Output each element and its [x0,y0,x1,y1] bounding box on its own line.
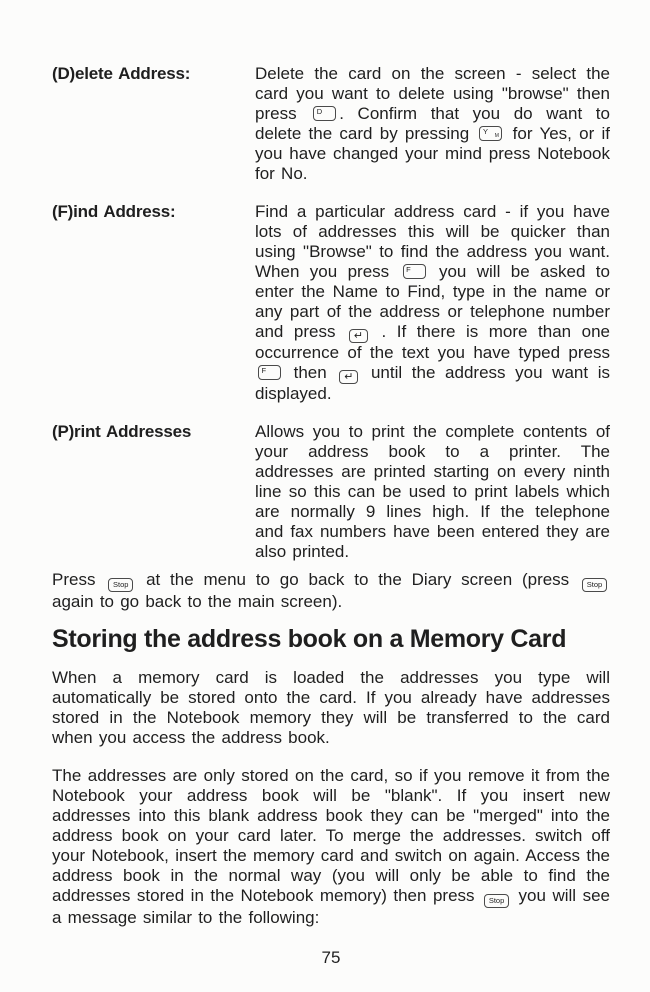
stop-key-note-paragraph: Press Stop at the menu to go back to the Diary screen (press Stop again to go back to the main screen). [52,570,610,612]
enter-key-icon: ↵ [349,329,368,343]
section-heading: Storing the address book on a Memory Card [52,625,567,653]
y-key-icon: Y M [479,126,502,141]
definition-row-print-addresses [52,422,610,562]
d-key-icon: D [313,106,336,121]
definition-term: (F)ind Address: [52,202,176,221]
stop-key-icon: Stop [484,894,509,908]
definition-description: Find a particular address card - if you have lots of addresses this will be quicker than using "Browse" to find the address you want. When you press F you will be asked to enter the Name to Find, type in the name or any part of the address or telephone number and press ↵ . If there is more than one occurrence of the text you have typed press F then ↵ until the address you want is displayed. [255,202,610,403]
stop-key-icon: Stop [108,578,133,592]
definition-description: Delete the card on the screen - select the card you want to delete using "browse" then press D . Confirm that you do want to delete the card by pressing Y M for Yes, or if you have changed your mind press Notebook for No. [255,64,610,183]
page-number: 75 [321,948,341,967]
enter-key-icon: ↵ [339,370,358,384]
definition-row-delete-address [52,64,610,184]
f-key-icon: F [403,264,426,279]
definition-description: Allows you to print the complete contents of your address book to a printer. The addresses are printed starting on every ninth line so this can be used to print labels which are normally 9 lines high. If the telephone and fax numbers have been entered they are also printed. [255,422,610,561]
definition-term: (P)rint Addresses [52,422,192,441]
definition-term: (D)elete Address: [52,64,191,83]
f-key-icon: F [258,365,281,380]
stop-key-icon: Stop [582,578,607,592]
memory-card-paragraph-1: When a memory card is loaded the addresses you type will automatically be stored onto the card. If you already have addresses stored in the Notebook memory they will be transferred to the card when you access the address book. [52,668,610,747]
address-menu-options [52,64,610,562]
definition-row-find-address [52,202,610,404]
memory-card-paragraph-2: The addresses are only stored on the card, so if you remove it from the Notebook your address book will be "blank". If you insert new addresses into this blank address book they can be "merged" into the address book on your card later. To merge the addresses. switch off your Notebook, insert the memory card and switch on again. Access the address book in the normal way (you will only be able to find the addresses stored in the Notebook memory) then press Stop you will see a message similar to the following: [52,766,610,927]
